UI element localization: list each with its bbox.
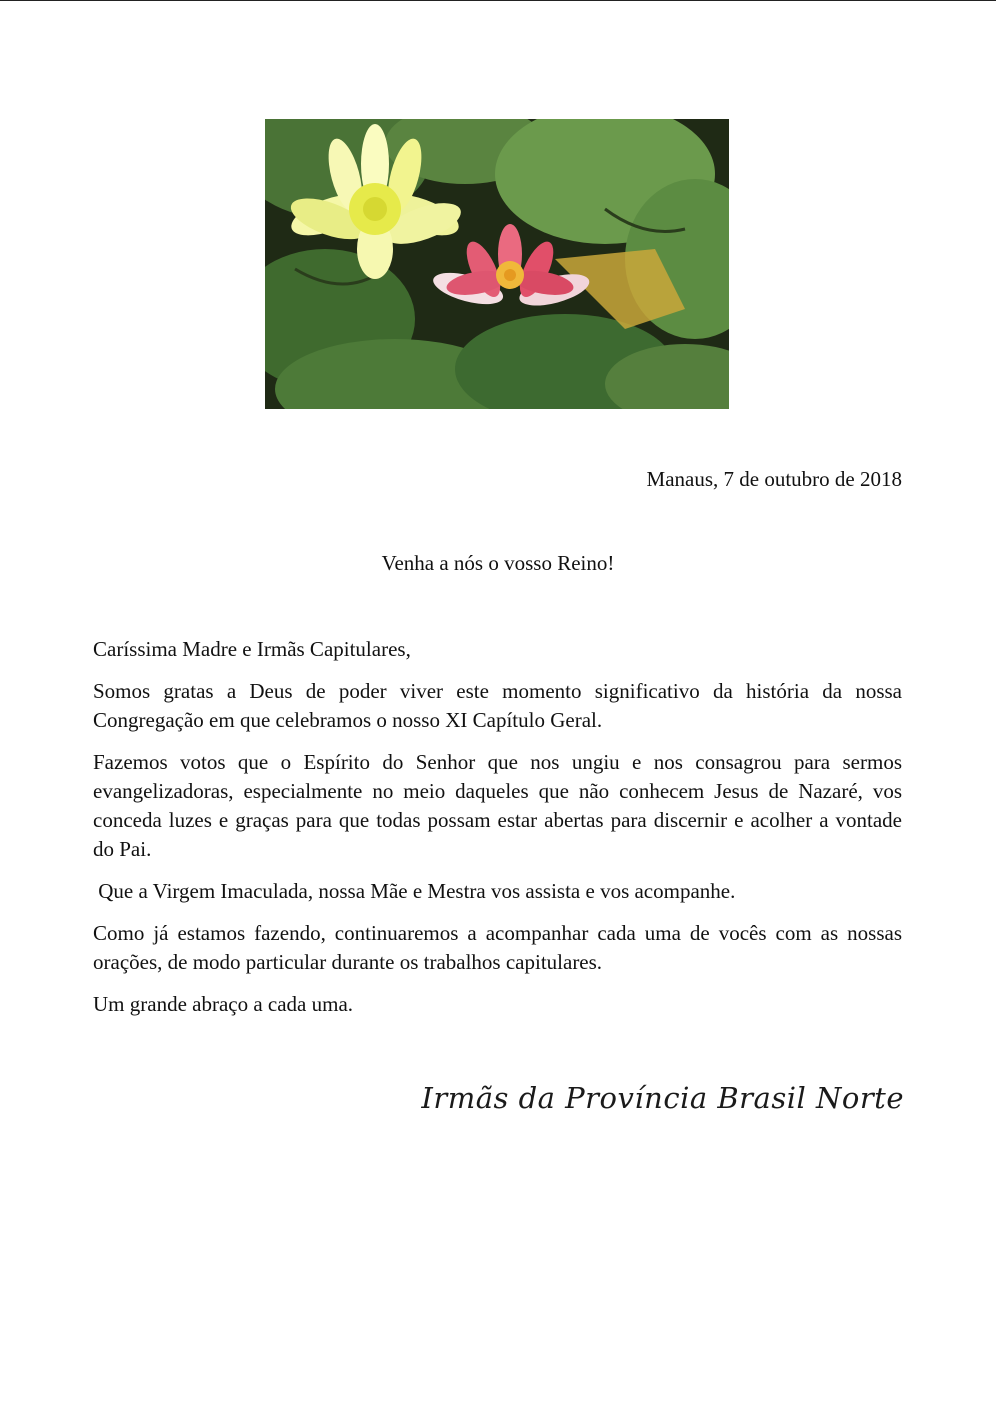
letter-paragraph: Somos gratas a Deus de poder viver este momento significativo da história da nossa Congregação em que celebramos o nosso XI Capítulo Geral.	[93, 679, 902, 732]
letter-closing: Um grande abraço a cada uma.	[93, 992, 354, 1016]
letter-date: Manaus, 7 de outubro de 2018	[646, 467, 902, 491]
letter-signature: Irmãs da Província Brasil Norte	[421, 1081, 904, 1115]
letter-paragraph: Como já estamos fazendo, continuaremos a acompanhar cada uma de vocês com as nossas orações, de modo particular durante os trabalhos capitulares.	[93, 921, 902, 974]
letter-motto: Venha a nós o vosso Reino!	[381, 551, 615, 575]
letter-body	[93, 635, 902, 1032]
letter-paragraph: Fazemos votos que o Espírito do Senhor que nos ungiu e nos consagrou para sermos evangelizadoras, especialmente no meio daqueles que não conhecem Jesus de Nazaré, vos conceda luzes e graças para que todas possam estar abertas para discernir e acolher a vontade do Pai.	[93, 750, 902, 861]
letter-paragraph: Que a Virgem Imaculada, nossa Mãe e Mestra vos assista e vos acompanhe.	[93, 879, 736, 903]
water-lilies-photo	[265, 119, 729, 409]
letter-salutation: Caríssima Madre e Irmãs Capitulares,	[93, 637, 411, 661]
top-border-line	[0, 0, 996, 1]
